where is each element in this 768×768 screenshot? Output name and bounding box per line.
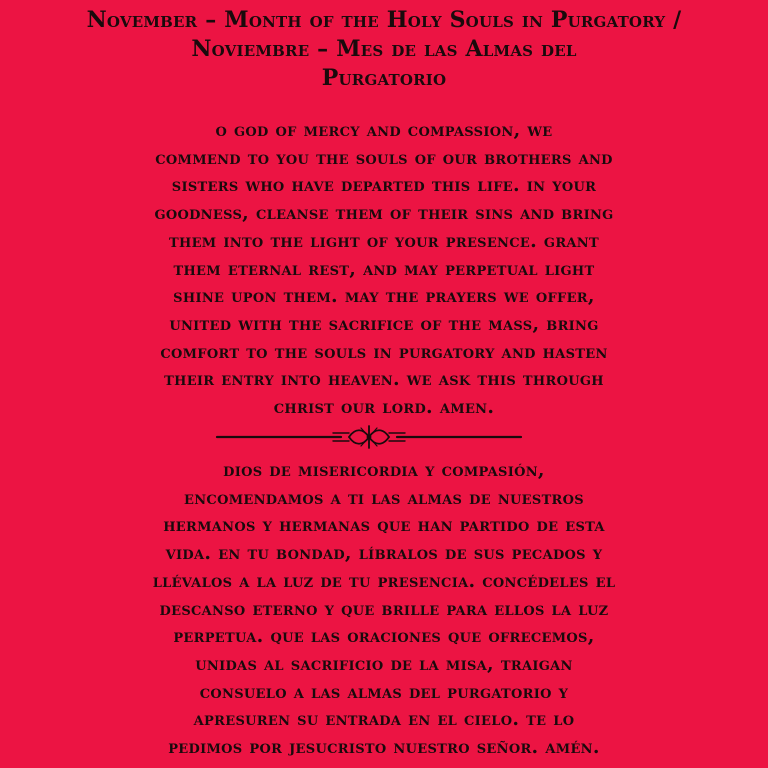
- prayer-english: [40, 117, 728, 422]
- title-line: November – Month of the Holy Souls in Purgatory /: [86, 7, 682, 33]
- prayer-line: them into the light of your presence. grant: [169, 229, 599, 252]
- prayer-line: apresuren su entrada en el cielo. te lo: [193, 708, 575, 731]
- prayer-spanish: [40, 457, 728, 762]
- title-line: Noviembre – Mes de las Almas del: [191, 36, 577, 62]
- prayer-line: llévalos a la luz de tu presencia. concédeles el: [152, 569, 616, 592]
- prayer-line: consuelo a las almas del purgatorio y: [199, 680, 569, 703]
- prayer-line: their entry into heaven. we ask this through: [164, 368, 604, 391]
- prayer-line: hermanos y hermanas que han partido de esta: [163, 514, 605, 537]
- title-line: Purgatorio: [321, 65, 447, 91]
- prayer-line: commend to you the souls of our brothers and: [155, 146, 613, 169]
- prayer-line: goodness, cleanse them of their sins and bring: [154, 202, 614, 225]
- prayer-line: descanso eterno y que brille para ellos la luz: [159, 597, 609, 620]
- prayer-line: comfort to the souls in purgatory and hasten: [160, 340, 608, 363]
- prayer-line: pedimos por jesucristo nuestro señor. amén.: [168, 736, 600, 759]
- prayer-line: them eternal rest, and may perpetual light: [173, 257, 595, 280]
- prayer-line: perpetua. que las oraciones que ofrecemos,: [173, 625, 595, 648]
- ornamental-flourish-icon: [215, 424, 523, 450]
- prayer-line: encomendamos a ti las almas de nuestros: [184, 486, 584, 509]
- prayer-line: united with the sacrifice of the mass, bring: [169, 312, 599, 335]
- prayer-line: sisters who have departed this life. in your: [171, 174, 597, 197]
- prayer-line: christ our lord. amen.: [273, 396, 495, 419]
- prayer-line: o god of mercy and compassion, we: [215, 119, 553, 141]
- prayer-line: shine upon them. may the prayers we offer,: [173, 285, 595, 308]
- page-title: [10, 6, 758, 93]
- prayer-line: unidas al sacrificio de la misa, traigan: [195, 652, 573, 675]
- prayer-line: vida. en tu bondad, líbralos de sus pecados y: [165, 542, 603, 565]
- prayer-line: dios de misericordia y compasión,: [223, 459, 545, 481]
